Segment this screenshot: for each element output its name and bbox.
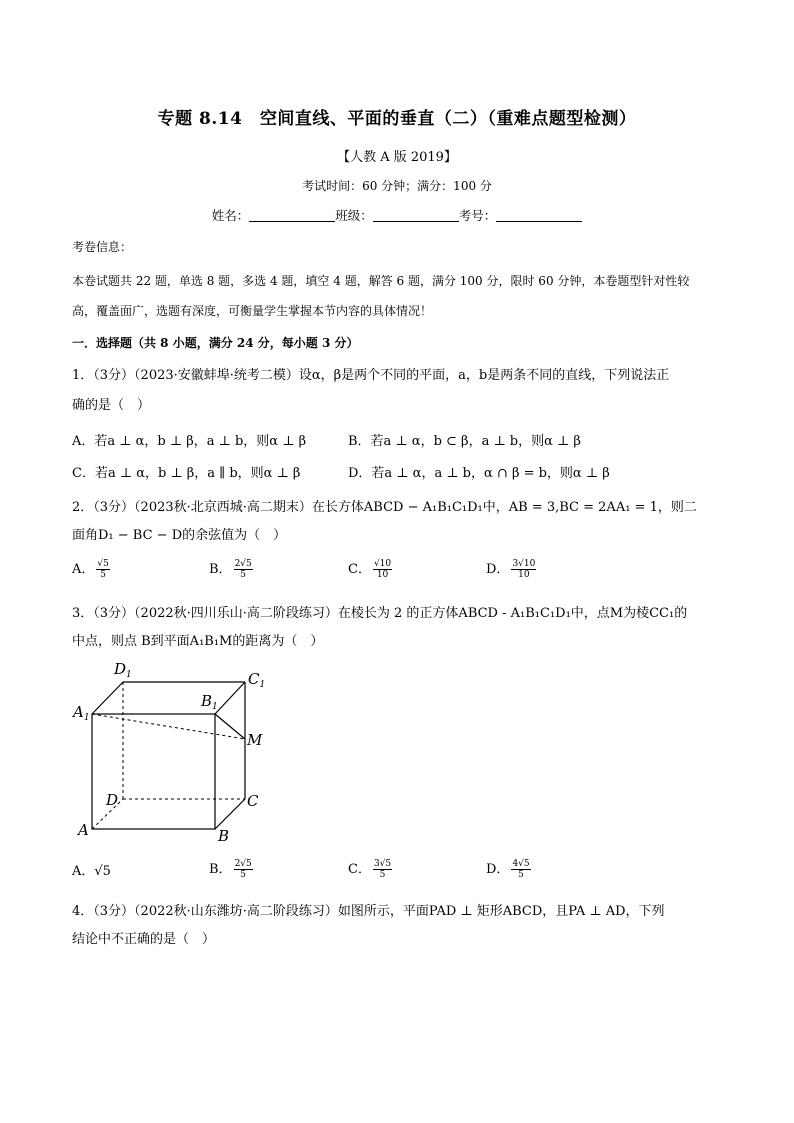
q3-option-c-fraction — [373, 859, 392, 880]
page-title: 专题 8.14 空间直线、平面的垂直（二）（重难点题型检测） — [157, 109, 637, 129]
cube-edge-b1-c1 — [215, 682, 245, 714]
cube-edge-b-c — [215, 799, 245, 829]
q3-option-d — [486, 858, 533, 880]
q2-option-d — [486, 558, 538, 580]
q2-option-c-label: C． — [348, 562, 371, 577]
q3-option-b-fraction — [234, 859, 253, 880]
q1-stem-line-2: 确的是（ ） — [72, 398, 151, 413]
exam-info-line-1: 本卷试题共 22 题，单选 8 题，多选 4 题，填空 4 题，解答 6 题，满分 100 分，限时 60 分钟，本卷题型针对性较 — [72, 274, 690, 288]
fraction-numerator: 2√5 — [234, 559, 252, 569]
class-blank[interactable] — [373, 209, 459, 222]
q3-option-c-label: C． — [348, 862, 371, 877]
q2-option-a-fraction — [96, 559, 109, 580]
exam-info-heading: 考卷信息： — [72, 240, 133, 254]
q3-option-b — [209, 858, 255, 880]
fraction-numerator: √5 — [97, 559, 109, 569]
q2-stem-line-2: 面角D₁ − BC − D的余弦值为（ ） — [72, 528, 287, 543]
q2-option-a-label: A． — [72, 562, 95, 577]
student-fields — [0, 206, 794, 224]
number-label: 考号： — [458, 208, 497, 223]
fraction-numerator: √10 — [373, 559, 392, 569]
q2-option-b — [209, 558, 255, 580]
number-blank[interactable] — [496, 209, 582, 222]
cube-line-b1-m — [215, 714, 245, 739]
q2-option-b-label: B． — [209, 562, 232, 577]
q3-stem-line-2: 中点，则点 B到平面A₁B₁M的距离为（ ） — [72, 634, 324, 649]
q2-option-b-fraction — [234, 559, 253, 580]
section-heading: 一．选择题（共 8 小题，满分 24 分，每小题 3 分） — [72, 336, 359, 350]
class-label: 班级： — [335, 208, 373, 223]
q2-option-a — [72, 558, 112, 580]
q1-option-d: D．若a ⊥ α，a ⊥ b，α ∩ β = b，则α ⊥ β — [348, 466, 610, 481]
q2-option-c-fraction — [373, 559, 392, 580]
q1-option-c: C．若a ⊥ α，b ⊥ β，a ∥ b，则α ⊥ β — [72, 466, 301, 481]
q1-option-b: B．若a ⊥ α，b ⊂ β，a ⊥ b，则α ⊥ β — [348, 434, 581, 449]
q4-stem-line-1: 4．（3分）（2022秋·山东潍坊·高二阶段练习）如图所示，平面PAD ⊥ 矩形ABCD，且PA ⊥ AD，下列 — [72, 904, 665, 919]
q1-option-a: A．若a ⊥ α，b ⊥ β，a ⊥ b，则α ⊥ β — [72, 434, 307, 449]
exam-time-info: 考试时间：60 分钟；满分：100 分 — [302, 179, 492, 193]
fraction-denominator: 10 — [376, 570, 389, 580]
fraction-numerator: 2√5 — [234, 859, 252, 869]
fraction-denominator: 5 — [240, 570, 247, 580]
vertex-label-d1: $D_1$ — [114, 660, 132, 680]
exam-info-line-2: 高，覆盖面广，选题有深度，可衡量学生掌握本节内容的具体情况！ — [72, 304, 433, 318]
q3-option-d-label: D． — [486, 862, 510, 877]
q2-stem-line-1: 2．（3分）（2023秋·北京西城·高二期末）在长方体ABCD − A₁B₁C₁D₁中，AB = 3,BC = 2AA₁ = 1，则二 — [72, 500, 697, 515]
q3-option-d-fraction — [511, 859, 530, 880]
fraction-denominator: 5 — [240, 870, 247, 880]
fraction-denominator: 5 — [379, 870, 386, 880]
cube-edge-a1-d1 — [92, 682, 123, 714]
fraction-denominator: 10 — [518, 570, 530, 580]
fraction-denominator: 5 — [518, 870, 524, 880]
q4-stem-line-2: 结论中不正确的是（ ） — [72, 932, 216, 947]
vertex-label-m: M — [247, 731, 263, 749]
fraction-numerator: 3√10 — [512, 559, 536, 569]
q3-stem-line-1: 3．（3分）（2022秋·四川乐山·高二阶段练习）在棱长为 2 的正方体ABCD - A₁B₁C₁D₁中，点M为棱CC₁的 — [72, 606, 688, 621]
name-label: 姓名： — [211, 208, 250, 223]
vertex-label-b: B — [218, 827, 230, 845]
vertex-label-c1: $C_1$ — [248, 670, 266, 690]
vertex-label-a1: $A_1$ — [73, 703, 90, 723]
vertex-label-d: D — [106, 791, 119, 809]
q2-option-d-label: D． — [486, 562, 510, 577]
cube-figure — [70, 655, 280, 845]
fraction-denominator: 5 — [100, 570, 106, 580]
q2-option-d-fraction — [511, 559, 536, 580]
edition-label: 【人教 A 版 2019】 — [337, 150, 457, 165]
q3-option-a: A．√5 — [72, 864, 111, 879]
fraction-numerator: 3√5 — [373, 859, 392, 869]
vertex-label-c: C — [247, 792, 259, 810]
vertex-label-b1: $B_1$ — [201, 692, 218, 712]
q1-stem-line-1: 1．（3分）（2023·安徽蚌埠·统考二模）设α，β是两个不同的平面，a，b是两条不同的直线，下列说法正 — [72, 368, 670, 383]
q2-option-c — [348, 558, 394, 580]
fraction-numerator: 4√5 — [512, 859, 530, 869]
q3-option-b-label: B． — [209, 862, 232, 877]
vertex-label-a: A — [78, 821, 89, 839]
name-blank[interactable] — [249, 209, 335, 222]
cube-line-a1-m — [92, 714, 245, 739]
q3-option-c — [348, 858, 394, 880]
